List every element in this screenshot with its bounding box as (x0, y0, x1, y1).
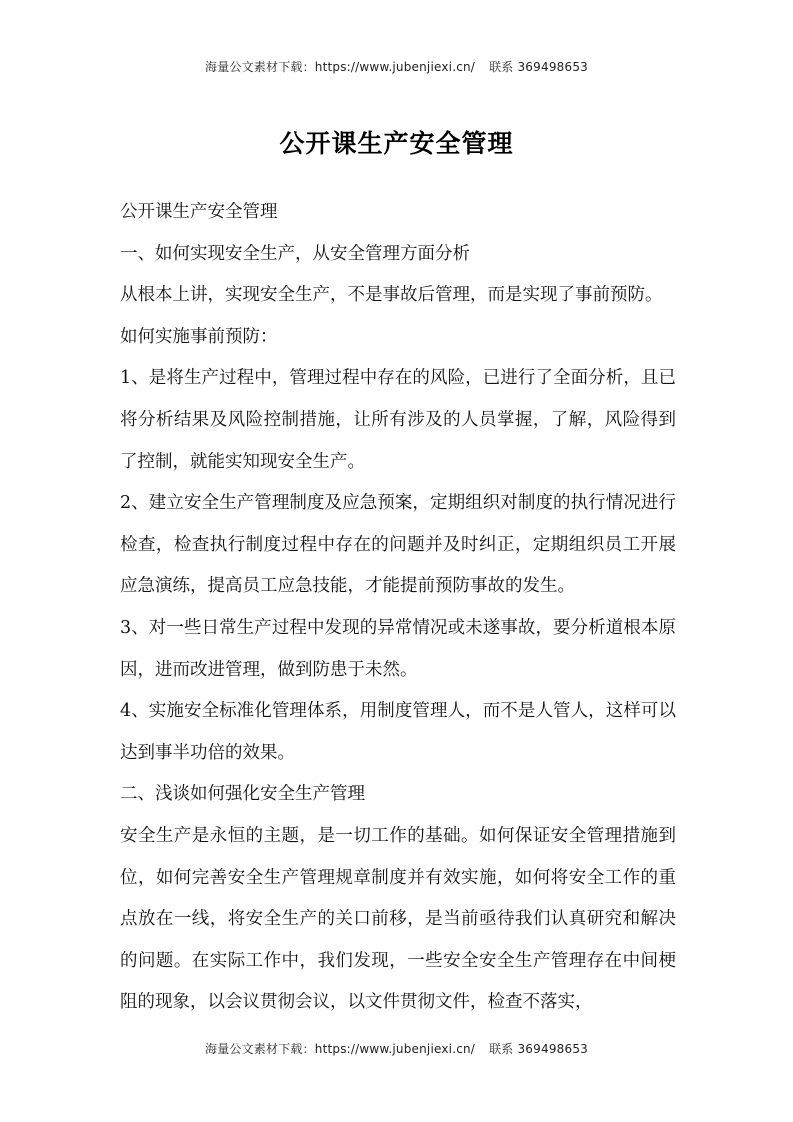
list-item: 3、对一些日常生产过程中发现的异常情况或未遂事故，要分析道根本原因，进而改进管理，做到防患于未然。 (120, 617, 676, 680)
footer-source-text: 海量公文素材下载：https://www.jubenjiexi.cn/ (205, 1042, 476, 1056)
header-contact-text: 联系 369498653 (489, 60, 588, 74)
body-paragraph: 从根本上讲，实现安全生产，不是事故后管理，而是实现了事前预防。 (120, 285, 663, 306)
list-item: 4、实施安全标准化管理体系，用制度管理人，而不是人管人，这样可以达到事半功倍的效果。 (120, 701, 676, 763)
section-heading: 二、浅谈如何强化安全生产管理 (120, 784, 365, 805)
body-paragraph: 安全生产是永恒的主题，是一切工作的基础。如何保证安全管理措施到位，如何完善安全生产管理规章制度并有效实施，如何将安全工作的重点放在一线，将安全生产的关口前移，是当前亟待我们认真研究和解决的问题。在实际工作中，我们发现，一些安全安全生产管理存在中间梗阻的现象，以会议贯彻会议，以文件贯彻文件，检查不落实， (120, 825, 676, 1013)
header-source-text: 海量公文素材下载：https://www.jubenjiexi.cn/ (205, 60, 476, 74)
section-heading: 一、如何实现安全生产，从安全管理方面分析 (120, 243, 470, 264)
body-paragraph: 公开课生产安全管理 (120, 202, 278, 222)
page-header (0, 58, 793, 75)
page-footer (0, 1040, 793, 1057)
document-title: 公开课生产安全管理 (279, 129, 514, 158)
body-paragraph: 如何实施事前预防： (120, 326, 278, 347)
list-item: 1、是将生产过程中，管理过程中存在的风险，已进行了全面分析，且已将分析结果及风险控制措施，让所有涉及的人员掌握，了解，风险得到了控制，就能实知现安全生产。 (120, 368, 676, 472)
document-body (120, 192, 676, 1024)
list-item: 2、建立安全生产管理制度及应急预案，定期组织对制度的执行情况进行检查，检查执行制度过程中存在的问题并及时纠正，定期组织员工开展应急演练，提高员工应急技能，才能提前预防事故的发生。 (120, 493, 676, 597)
footer-contact-text: 联系 369498653 (489, 1042, 588, 1056)
